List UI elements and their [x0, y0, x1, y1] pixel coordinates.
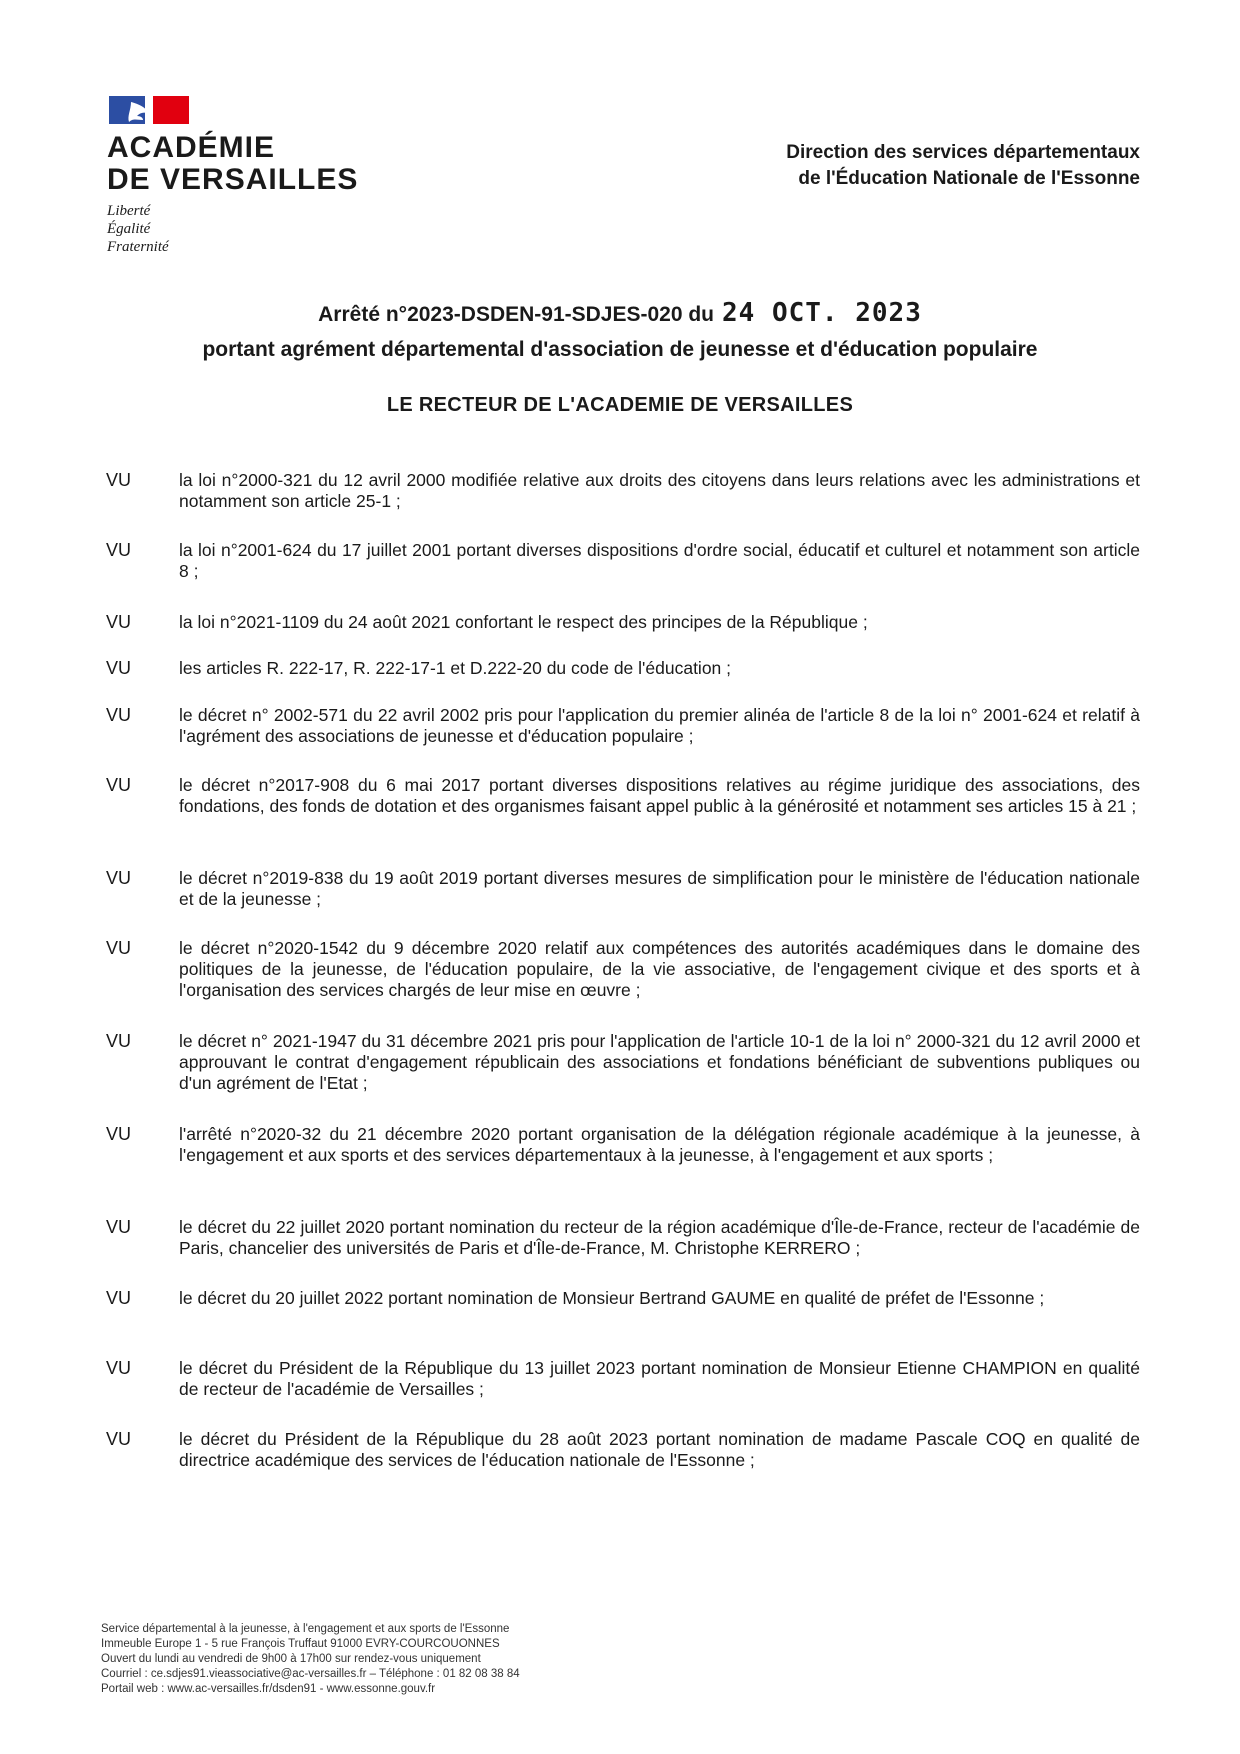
considerant-text: le décret du Président de la République du 13 juillet 2023 portant nomination de Monsieur Etienne CHAMPION en qualité de recteur de l'académie de Versailles ;	[179, 1358, 1140, 1399]
direction-header	[786, 140, 1140, 192]
considerant-text: le décret n° 2021-1947 du 31 décembre 2021 pris pour l'application de l'article 10-1 de la loi n° 2000-321 du 12 avril 2000 et approuvant le contrat d'engagement républicain des associations et fondations bénéficiant de subventions publiques ou d'un agrément de l'Etat ;	[179, 1031, 1140, 1093]
direction-line1: Direction des services départementaux	[786, 142, 1140, 163]
decree-subject: portant agrément départemental d'association de jeunesse et d'éducation populaire	[202, 338, 1038, 361]
vu-label: VU	[106, 1031, 132, 1051]
vu-label: VU	[106, 1358, 132, 1378]
vu-label: VU	[106, 705, 132, 725]
vu-label: VU	[106, 775, 132, 795]
institution-line1: ACADÉMIE	[107, 131, 276, 164]
vu-label: VU	[106, 1288, 132, 1308]
vu-label: VU	[106, 868, 132, 888]
page-footer	[101, 1622, 520, 1697]
considerant-text: le décret n° 2002-571 du 22 avril 2002 pris pour l'application du premier alinéa de l'article 8 de la loi n° 2001-624 et relatif à l'agrément des associations de jeunesse et d'éducation populaire ;	[179, 705, 1140, 746]
footer-address: Immeuble Europe 1 - 5 rue François Truffaut 91000 EVRY-COURCOUONNES	[101, 1638, 500, 1650]
considerant-text: l'arrêté n°2020-32 du 21 décembre 2020 portant organisation de la délégation régionale académique à la jeunesse, à l'engagement et aux sports et des services départementaux à la jeunesse, à l'engagement et aux sports ;	[179, 1124, 1140, 1165]
decree-number: Arrêté n°2023-DSDEN-91-SDJES-020 du	[318, 303, 715, 326]
marianne-flag-icon	[109, 96, 189, 124]
footer-contact: Courriel : ce.sdjes91.vieassociative@ac-versailles.fr – Téléphone : 01 82 08 38 84	[101, 1668, 520, 1680]
vu-label: VU	[106, 540, 132, 560]
considerant-text: le décret n°2017-908 du 6 mai 2017 portant diverses dispositions relatives au régime juridique des associations, des fondations, des fonds de dotation et des organismes faisant appel public à la générosité et notamment ses articles 15 à 21 ;	[179, 775, 1140, 816]
considerant-text: le décret du Président de la République du 28 août 2023 portant nomination de madame Pascale COQ en qualité de directrice académique des services de l'éducation nationale de l'Essonne ;	[179, 1429, 1140, 1470]
vu-label: VU	[106, 1124, 132, 1144]
considerant-text: les articles R. 222-17, R. 222-17-1 et D.222-20 du code de l'éducation ;	[179, 658, 732, 678]
footer-hours: Ouvert du lundi au vendredi de 9h00 à 17h00 sur rendez-vous uniquement	[101, 1653, 481, 1665]
considerant-text: la loi n°2000-321 du 12 avril 2000 modifiée relative aux droits des citoyens dans leurs relations avec les administrations et notamment son article 25-1 ;	[179, 470, 1140, 511]
considerant-text: le décret n°2019-838 du 19 août 2019 portant diverses mesures de simplification pour le ministère de l'éducation nationale et de la jeunesse ;	[179, 868, 1140, 909]
decree-title	[0, 298, 1240, 328]
decree-authority: LE RECTEUR DE L'ACADEMIE DE VERSAILLES	[386, 394, 854, 416]
vu-label: VU	[106, 938, 132, 958]
vu-label: VU	[106, 658, 132, 678]
institution-name	[107, 132, 358, 196]
vu-label: VU	[106, 1429, 132, 1449]
considerant-text: le décret du 20 juillet 2022 portant nomination de Monsieur Bertrand GAUME en qualité de préfet de l'Essonne ;	[179, 1288, 1045, 1308]
institution-line2: DE VERSAILLES	[107, 163, 359, 196]
considerant-text: le décret n°2020-1542 du 9 décembre 2020 relatif aux compétences des autorités académiques dans le domaine des politiques de la jeunesse, de l'éducation populaire, de la vie associative, de l'engagement civique et des sports et à l'organisation des services chargés de leur mise en œuvre ;	[179, 938, 1140, 1000]
vu-label: VU	[106, 612, 132, 632]
considerant-text: le décret du 22 juillet 2020 portant nomination du recteur de la région académique d'Île-de-France, recteur de l'académie de Paris, chancelier des universités de Paris et d'Île-de-France, M. Christophe KERRERO ;	[179, 1217, 1140, 1258]
academy-logo	[107, 96, 358, 256]
date-stamp: 24 OCT. 2023	[722, 298, 922, 328]
direction-line2: de l'Éducation Nationale de l'Essonne	[798, 168, 1140, 189]
vu-label: VU	[106, 470, 132, 490]
motto-egalite: Égalité	[107, 221, 151, 237]
republic-motto	[107, 202, 358, 256]
motto-liberte: Liberté	[107, 203, 151, 219]
motto-fraternite: Fraternité	[107, 239, 169, 255]
vu-label: VU	[106, 1217, 132, 1237]
footer-service: Service départemental à la jeunesse, à l'engagement et aux sports de l'Essonne	[101, 1623, 510, 1635]
considerant-text: la loi n°2021-1109 du 24 août 2021 confortant le respect des principes de la République ;	[179, 612, 868, 632]
footer-web: Portail web : www.ac-versailles.fr/dsden91 - www.essonne.gouv.fr	[101, 1683, 436, 1695]
considerant-text: la loi n°2001-624 du 17 juillet 2001 portant diverses dispositions d'ordre social, éducatif et culturel et notamment son article 8 ;	[179, 540, 1140, 581]
